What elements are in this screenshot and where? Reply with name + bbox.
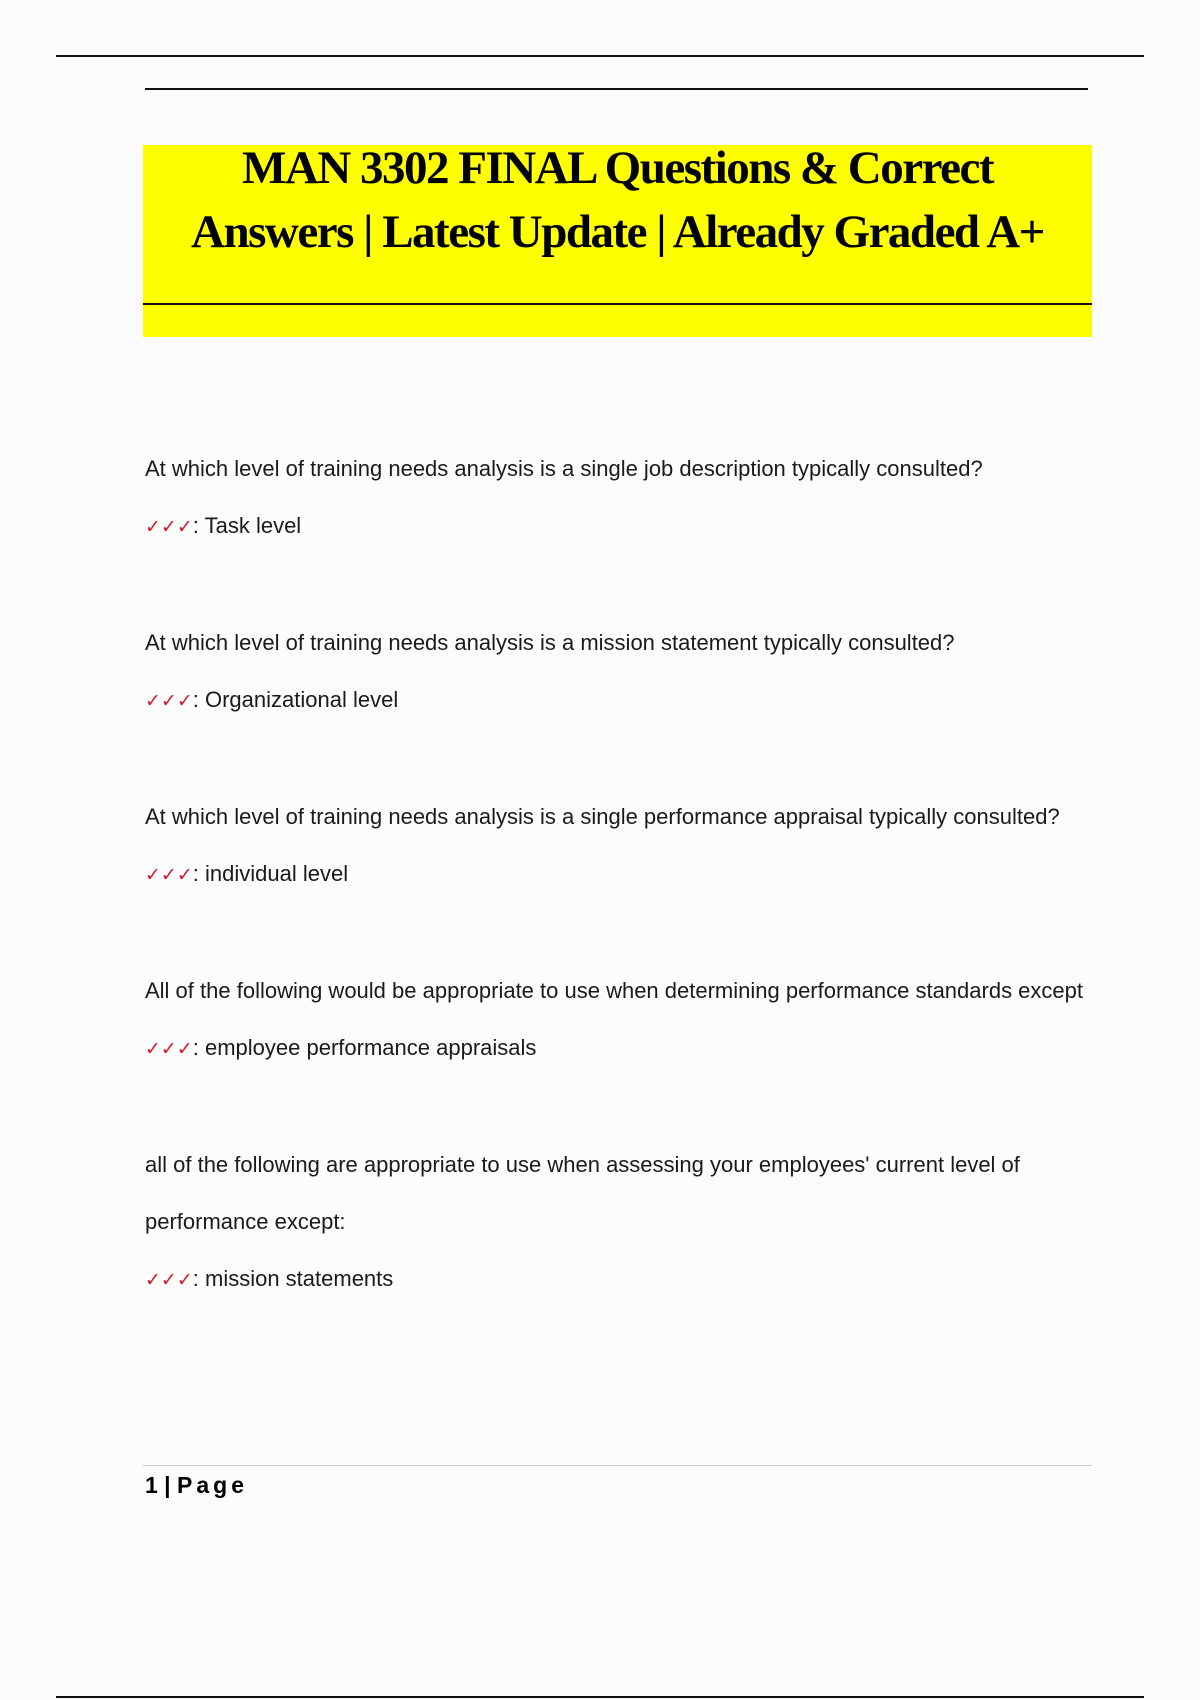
qa-list	[145, 440, 1095, 1367]
answer-value: : individual level	[192, 861, 349, 886]
qa-item	[145, 788, 1095, 904]
answer-text	[145, 671, 1095, 730]
question-text: all of the following are appropriate to use when assessing your employees' current level of performance except:	[145, 1152, 1020, 1234]
question-text: At which level of training needs analysis is a single performance appraisal typically consulted?	[145, 804, 1060, 829]
footer-rule-bottom	[56, 1696, 1144, 1698]
answer-text	[145, 1019, 1095, 1078]
header-rule-top	[56, 55, 1144, 57]
answer-value: : Task level	[192, 513, 302, 538]
answer-text	[145, 845, 1095, 904]
answer-value: : mission statements	[192, 1266, 394, 1291]
answer-text	[145, 497, 1095, 556]
answer-value: : Organizational level	[192, 687, 399, 712]
checkmark-icon: ✓✓✓	[145, 1038, 193, 1060]
answer-text	[145, 1250, 1095, 1309]
page-label: Page	[177, 1472, 248, 1498]
page-footer	[145, 1470, 248, 1500]
checkmark-icon: ✓✓✓	[145, 516, 193, 538]
footer-separator: |	[157, 1472, 178, 1498]
checkmark-icon: ✓✓✓	[145, 1269, 193, 1291]
title-line-2: Answers | Latest Update | Already Graded A+	[191, 206, 1044, 258]
title-line-1: MAN 3302 FINAL Questions & Correct	[242, 142, 993, 194]
title-banner	[143, 142, 1092, 337]
qa-item	[145, 440, 1095, 556]
qa-item	[145, 962, 1095, 1078]
document-title	[143, 136, 1092, 264]
qa-item	[145, 1136, 1095, 1309]
qa-item	[145, 614, 1095, 730]
question-text: All of the following would be appropriate to use when determining performance standards except	[145, 978, 1083, 1003]
header-rule-second	[145, 88, 1088, 90]
answer-value: : employee performance appraisals	[192, 1035, 537, 1060]
title-rule	[143, 303, 1092, 305]
checkmark-icon: ✓✓✓	[145, 864, 193, 886]
checkmark-icon: ✓✓✓	[145, 690, 193, 712]
footer-rule	[143, 1465, 1092, 1466]
question-text: At which level of training needs analysis is a single job description typically consulted?	[145, 456, 983, 481]
question-text: At which level of training needs analysis is a mission statement typically consulted?	[145, 630, 955, 655]
page-number: 1	[145, 1472, 158, 1498]
